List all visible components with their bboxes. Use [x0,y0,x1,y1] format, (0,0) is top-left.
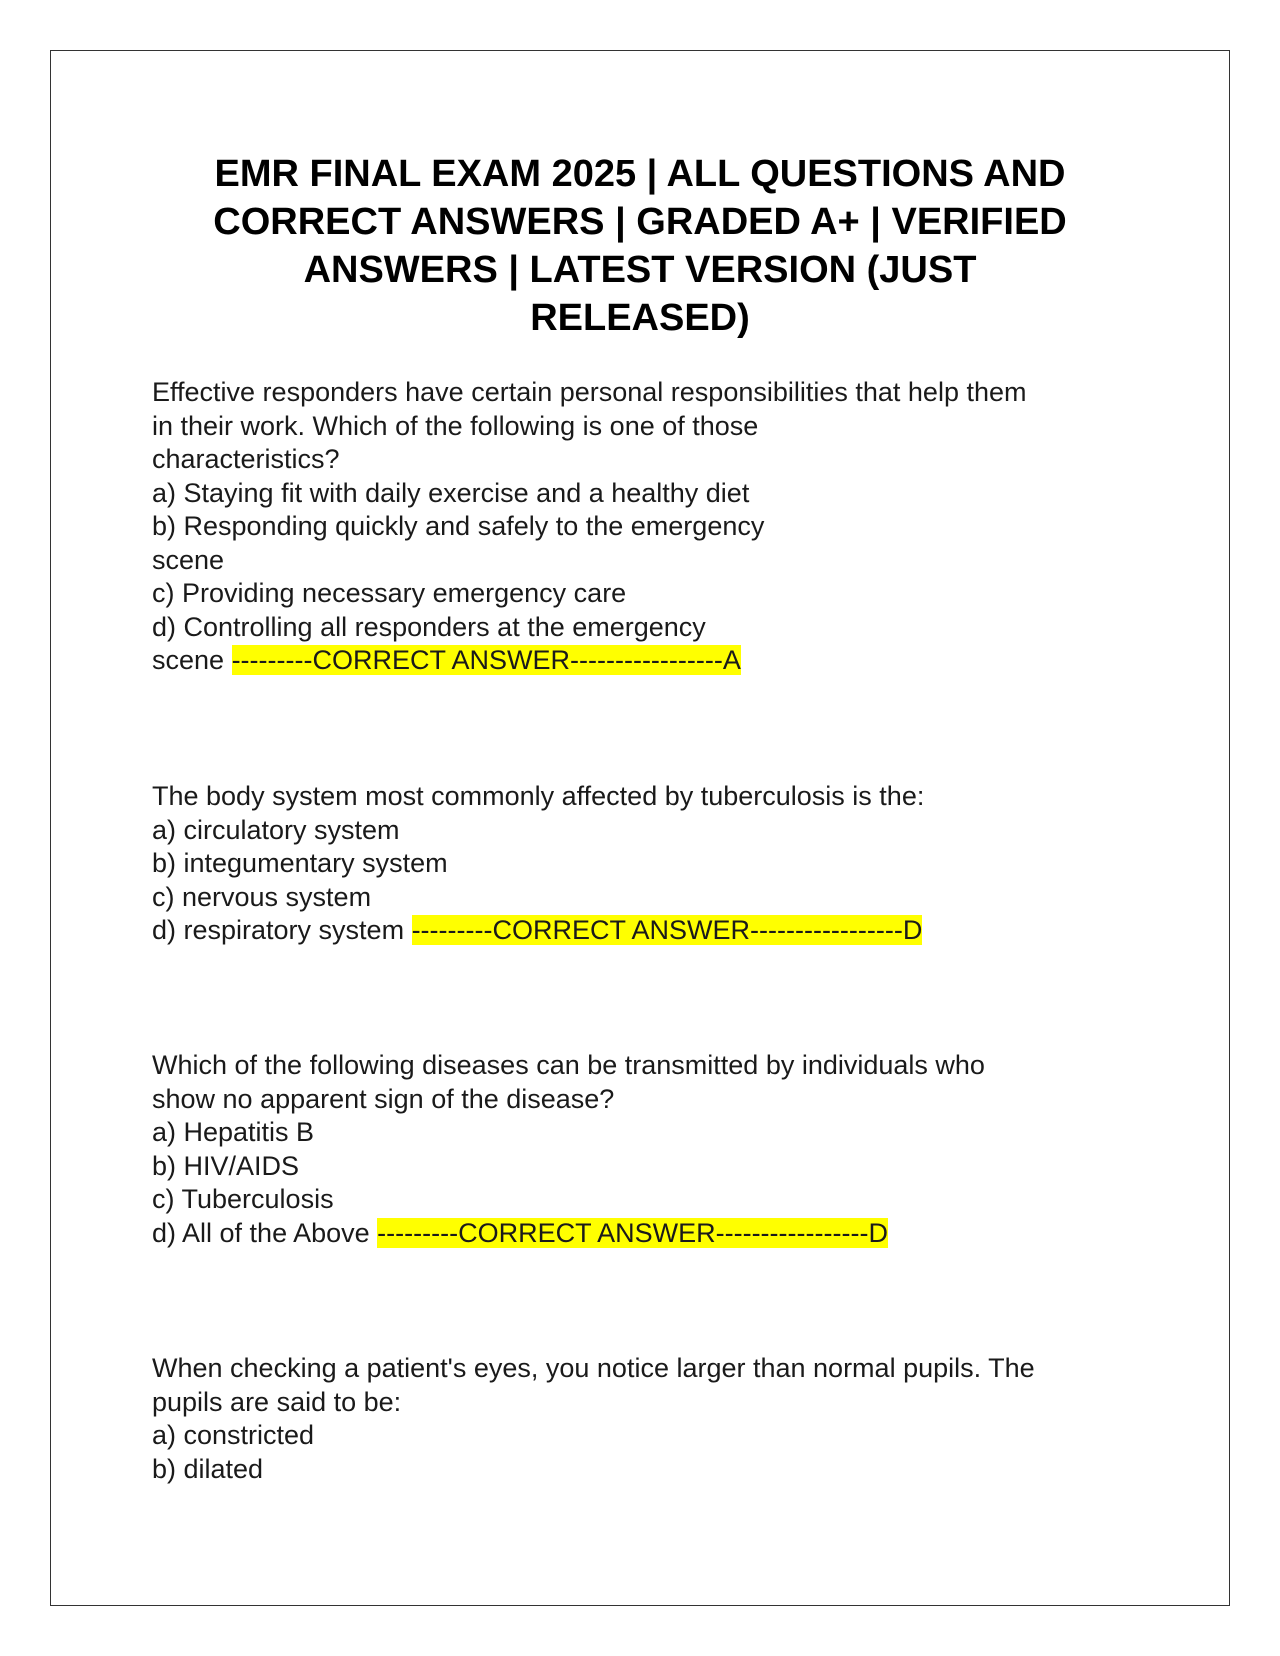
question-block-2 [152,780,1112,948]
option-text: d) respiratory system [152,915,412,945]
answer-line [152,914,1112,948]
correct-answer-highlight: ---------CORRECT ANSWER-----------------D [411,915,923,945]
option-line: a) constricted [152,1420,315,1450]
question-text-line: show no apparent sign of the disease? [152,1083,615,1114]
document-title [150,150,1130,342]
question-text-line: pupils are said to be: [152,1386,402,1417]
question-block-4 [152,1352,1112,1486]
question-block-1 [152,376,1112,678]
option-line: b) dilated [152,1453,264,1484]
title-line: CORRECT ANSWERS | GRADED A+ | VERIFIED [213,201,1067,243]
option-line: d) Controlling all responders at the emergency [152,611,706,642]
option-line: b) HIV/AIDS [152,1150,300,1181]
question-text-line: When checking a patient's eyes, you notice larger than normal pupils. The [152,1353,1035,1383]
title-line: ANSWERS | LATEST VERSION (JUST [303,249,977,291]
option-line: a) Staying fit with daily exercise and a healthy diet [152,477,750,508]
question-text-line: Effective responders have certain personal responsibilities that help them [152,377,1027,407]
option-line: a) circulatory system [152,814,400,845]
question-text-line: The body system most commonly affected by tuberculosis is the: [152,781,925,811]
option-text: d) All of the Above [152,1217,378,1248]
question-block-3 [152,1049,1112,1250]
option-line: b) integumentary system [152,848,448,878]
title-line: RELEASED) [530,297,750,339]
option-line: scene [152,544,225,575]
question-text-line: in their work. Which of the following is one of those [152,410,759,441]
option-text: scene [152,645,232,675]
correct-answer-highlight: ---------CORRECT ANSWER-----------------D [377,1217,888,1248]
option-line: c) nervous system [152,881,372,912]
question-text-line: characteristics? [152,444,340,474]
answer-line [152,644,1112,678]
answer-line [152,1217,1112,1251]
question-text-line: Which of the following diseases can be transmitted by individuals who [152,1050,985,1080]
option-line: b) Responding quickly and safely to the emergency [152,511,765,541]
option-line: a) Hepatitis B [152,1117,315,1147]
title-line: EMR FINAL EXAM 2025 | ALL QUESTIONS AND [214,153,1066,195]
correct-answer-highlight: ---------CORRECT ANSWER-----------------A [231,645,741,675]
option-line: c) Tuberculosis [152,1184,334,1214]
option-line: c) Providing necessary emergency care [152,578,627,608]
